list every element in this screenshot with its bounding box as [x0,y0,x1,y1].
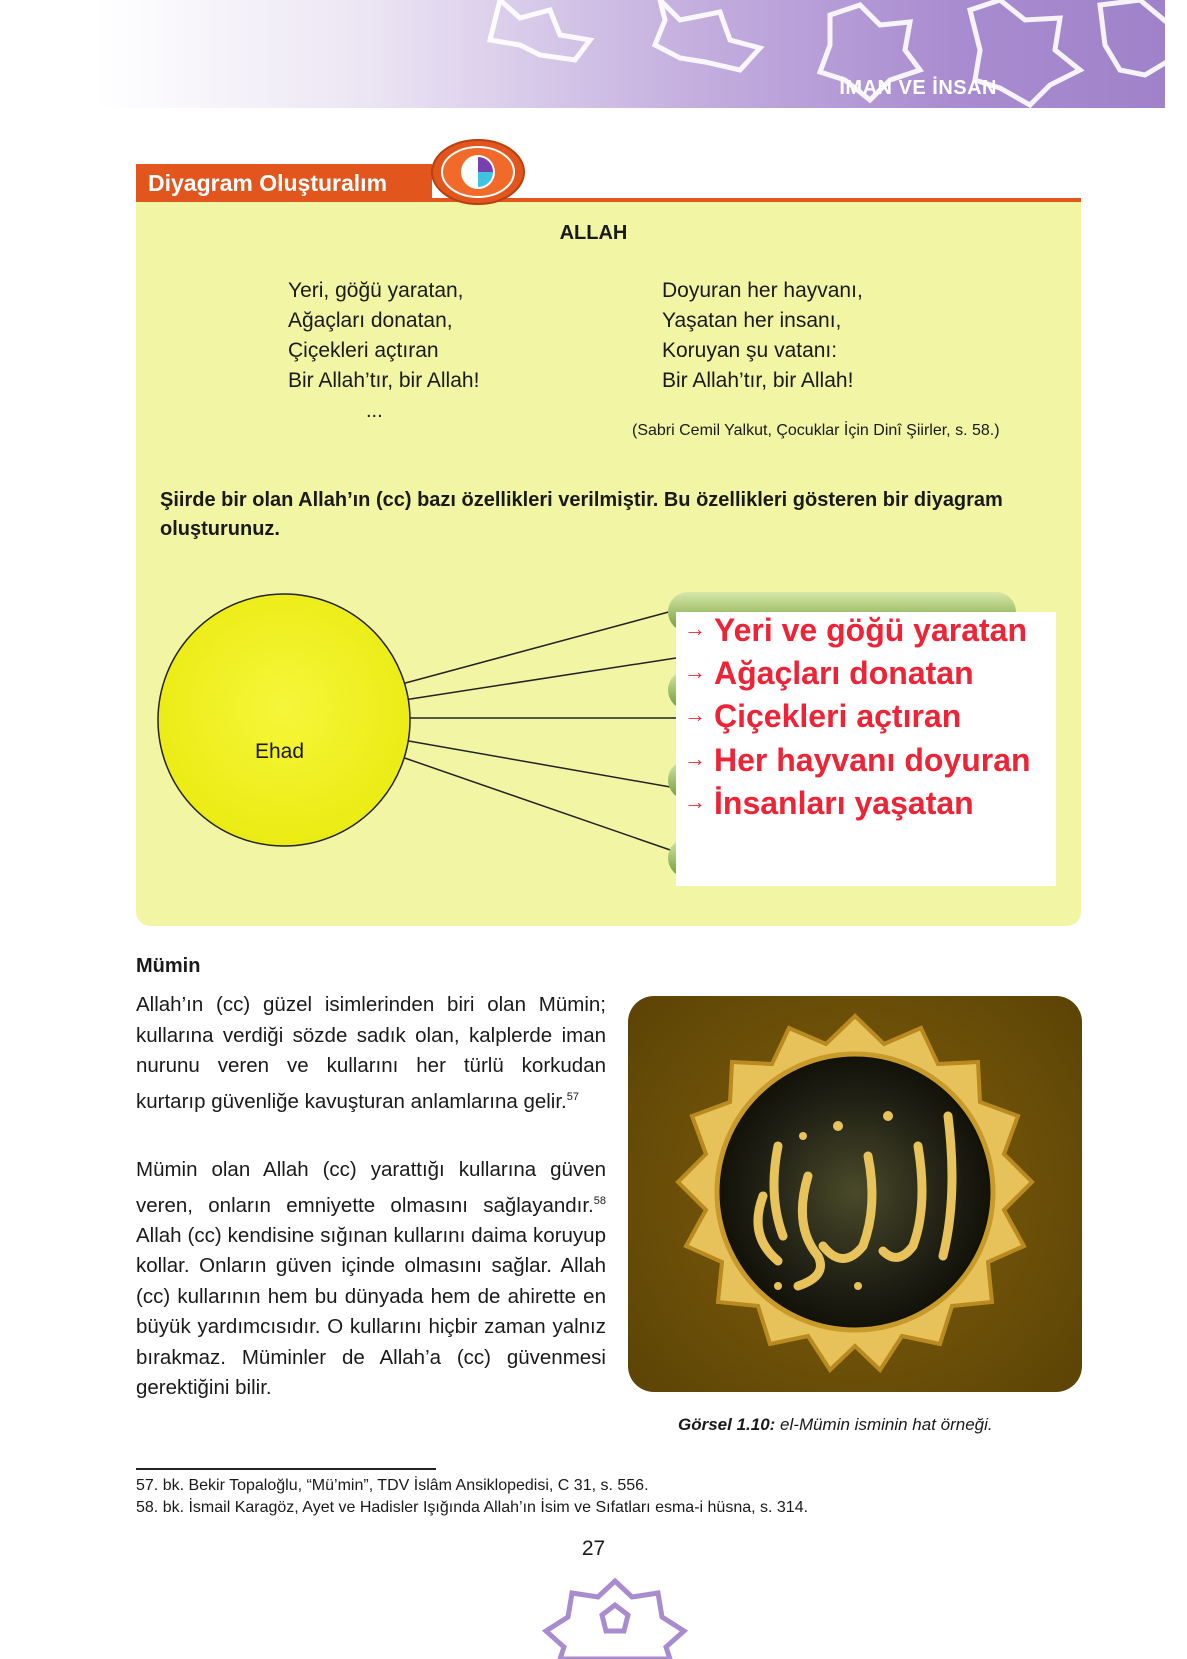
answer-item: → Ağaçları donatan [684,655,974,691]
footnote: 57. bk. Bekir Topaloğlu, “Mü’min”, TDV İslâm Ansiklopedisi, C 31, s. 556. [136,1477,649,1494]
pie-chart-icon [428,136,528,206]
page-number: 27 [581,1537,606,1560]
poem-ellipsis: ... [366,400,383,422]
section-subhead: Mümin [136,955,201,977]
poem-line: Bir Allah’tır, bir Allah! [662,369,854,392]
answer-card [676,612,1056,886]
poem-line: Çiçekleri açtıran [288,339,439,362]
poem-line: Yaşatan her insanı, [662,309,842,332]
footnote-ref[interactable]: 57 [566,1090,579,1103]
poem-line: Doyuran her hayvanı, [662,279,863,302]
answer-item: → İnsanları yaşatan [684,785,974,821]
paragraph: Mümin olan Allah (cc) yarattığı kullarına güven veren, onların emniyette olmasını sağlayandır.$^{58}$ Allah (cc) kendisine sığınan kullarını daima koruyup kollar. Onların güven içinde olmasını sağlar. Allah (cc) kullarının hem bu dünyada hem de ahirette en büyük yardımcısıdır. O kullarını hiçbir zaman yalnız bırakmaz. Müminler de Allah’a (cc) güvenmesi gerektiğini bilir. [136,1158,606,1400]
star-ornament [540,1575,690,1659]
poem-line: Koruyan şu vatanı: [662,339,838,362]
arrow-right-icon: → [684,789,706,814]
arrow-right-icon: → [684,659,706,684]
poem-line: Ağaçları donatan, [288,309,453,332]
calligraphy-image [628,996,1082,1392]
connector-lines [396,610,676,852]
answer-item: → Her hayvanı doyuran [684,742,1031,778]
activity-title: Diyagram Oluşturalım [136,164,432,202]
center-circle [158,594,410,846]
star-pattern-ornament [480,0,1170,108]
poem-left-stanza [288,276,479,396]
answer-item: → Yeri ve göğü yaratan [684,612,1028,648]
center-label: Ehad [255,740,305,763]
poem-line: Bir Allah’tır, bir Allah! [288,369,480,392]
answer-item: → Çiçekleri açtıran [684,698,962,734]
activity-rule [136,198,1081,202]
image-caption: Görsel 1.10: el-Mümin isminin hat örneği. [678,1415,993,1434]
poem-title: ALLAH [559,222,628,244]
section-title: İMAN VE İNSAN [839,77,997,99]
footnote-rule [136,1468,436,1470]
footnote: 58. bk. İsmail Karagöz, Ayet ve Hadisler Işığında Allah’ın İsim ve Sıfatları esma-i hüsna, s. 314. [136,1499,809,1516]
footnote-ref[interactable]: 58 [593,1194,606,1207]
activity-instruction: Şiirde bir olan Allah’ın (cc) bazı özellikleri verilmiştir. Bu özellikleri gösteren bir diyagram oluşturunuz. [160,489,1003,540]
arrow-right-icon: → [684,702,706,727]
poem-right-stanza [662,276,863,396]
arrow-right-icon: → [684,616,706,641]
poem-line: Yeri, göğü yaratan, [288,279,464,302]
paragraph: Allah’ın (cc) güzel isimlerinden biri olan Mümin; kullarına verdiği sözde sadık olan, kalplerde iman nurunu veren ve kullarını her türlü korkudan kurtarıp güvenliğe kavuşturan anlamlarına gelir.$^{57}$ [136,993,606,1113]
calligraphy-art [628,996,1082,1392]
poem-source: (Sabri Cemil Yalkut, Çocuklar İçin Dinî Şiirler, s. 58.) [632,422,1000,439]
arrow-right-icon: → [684,746,706,771]
